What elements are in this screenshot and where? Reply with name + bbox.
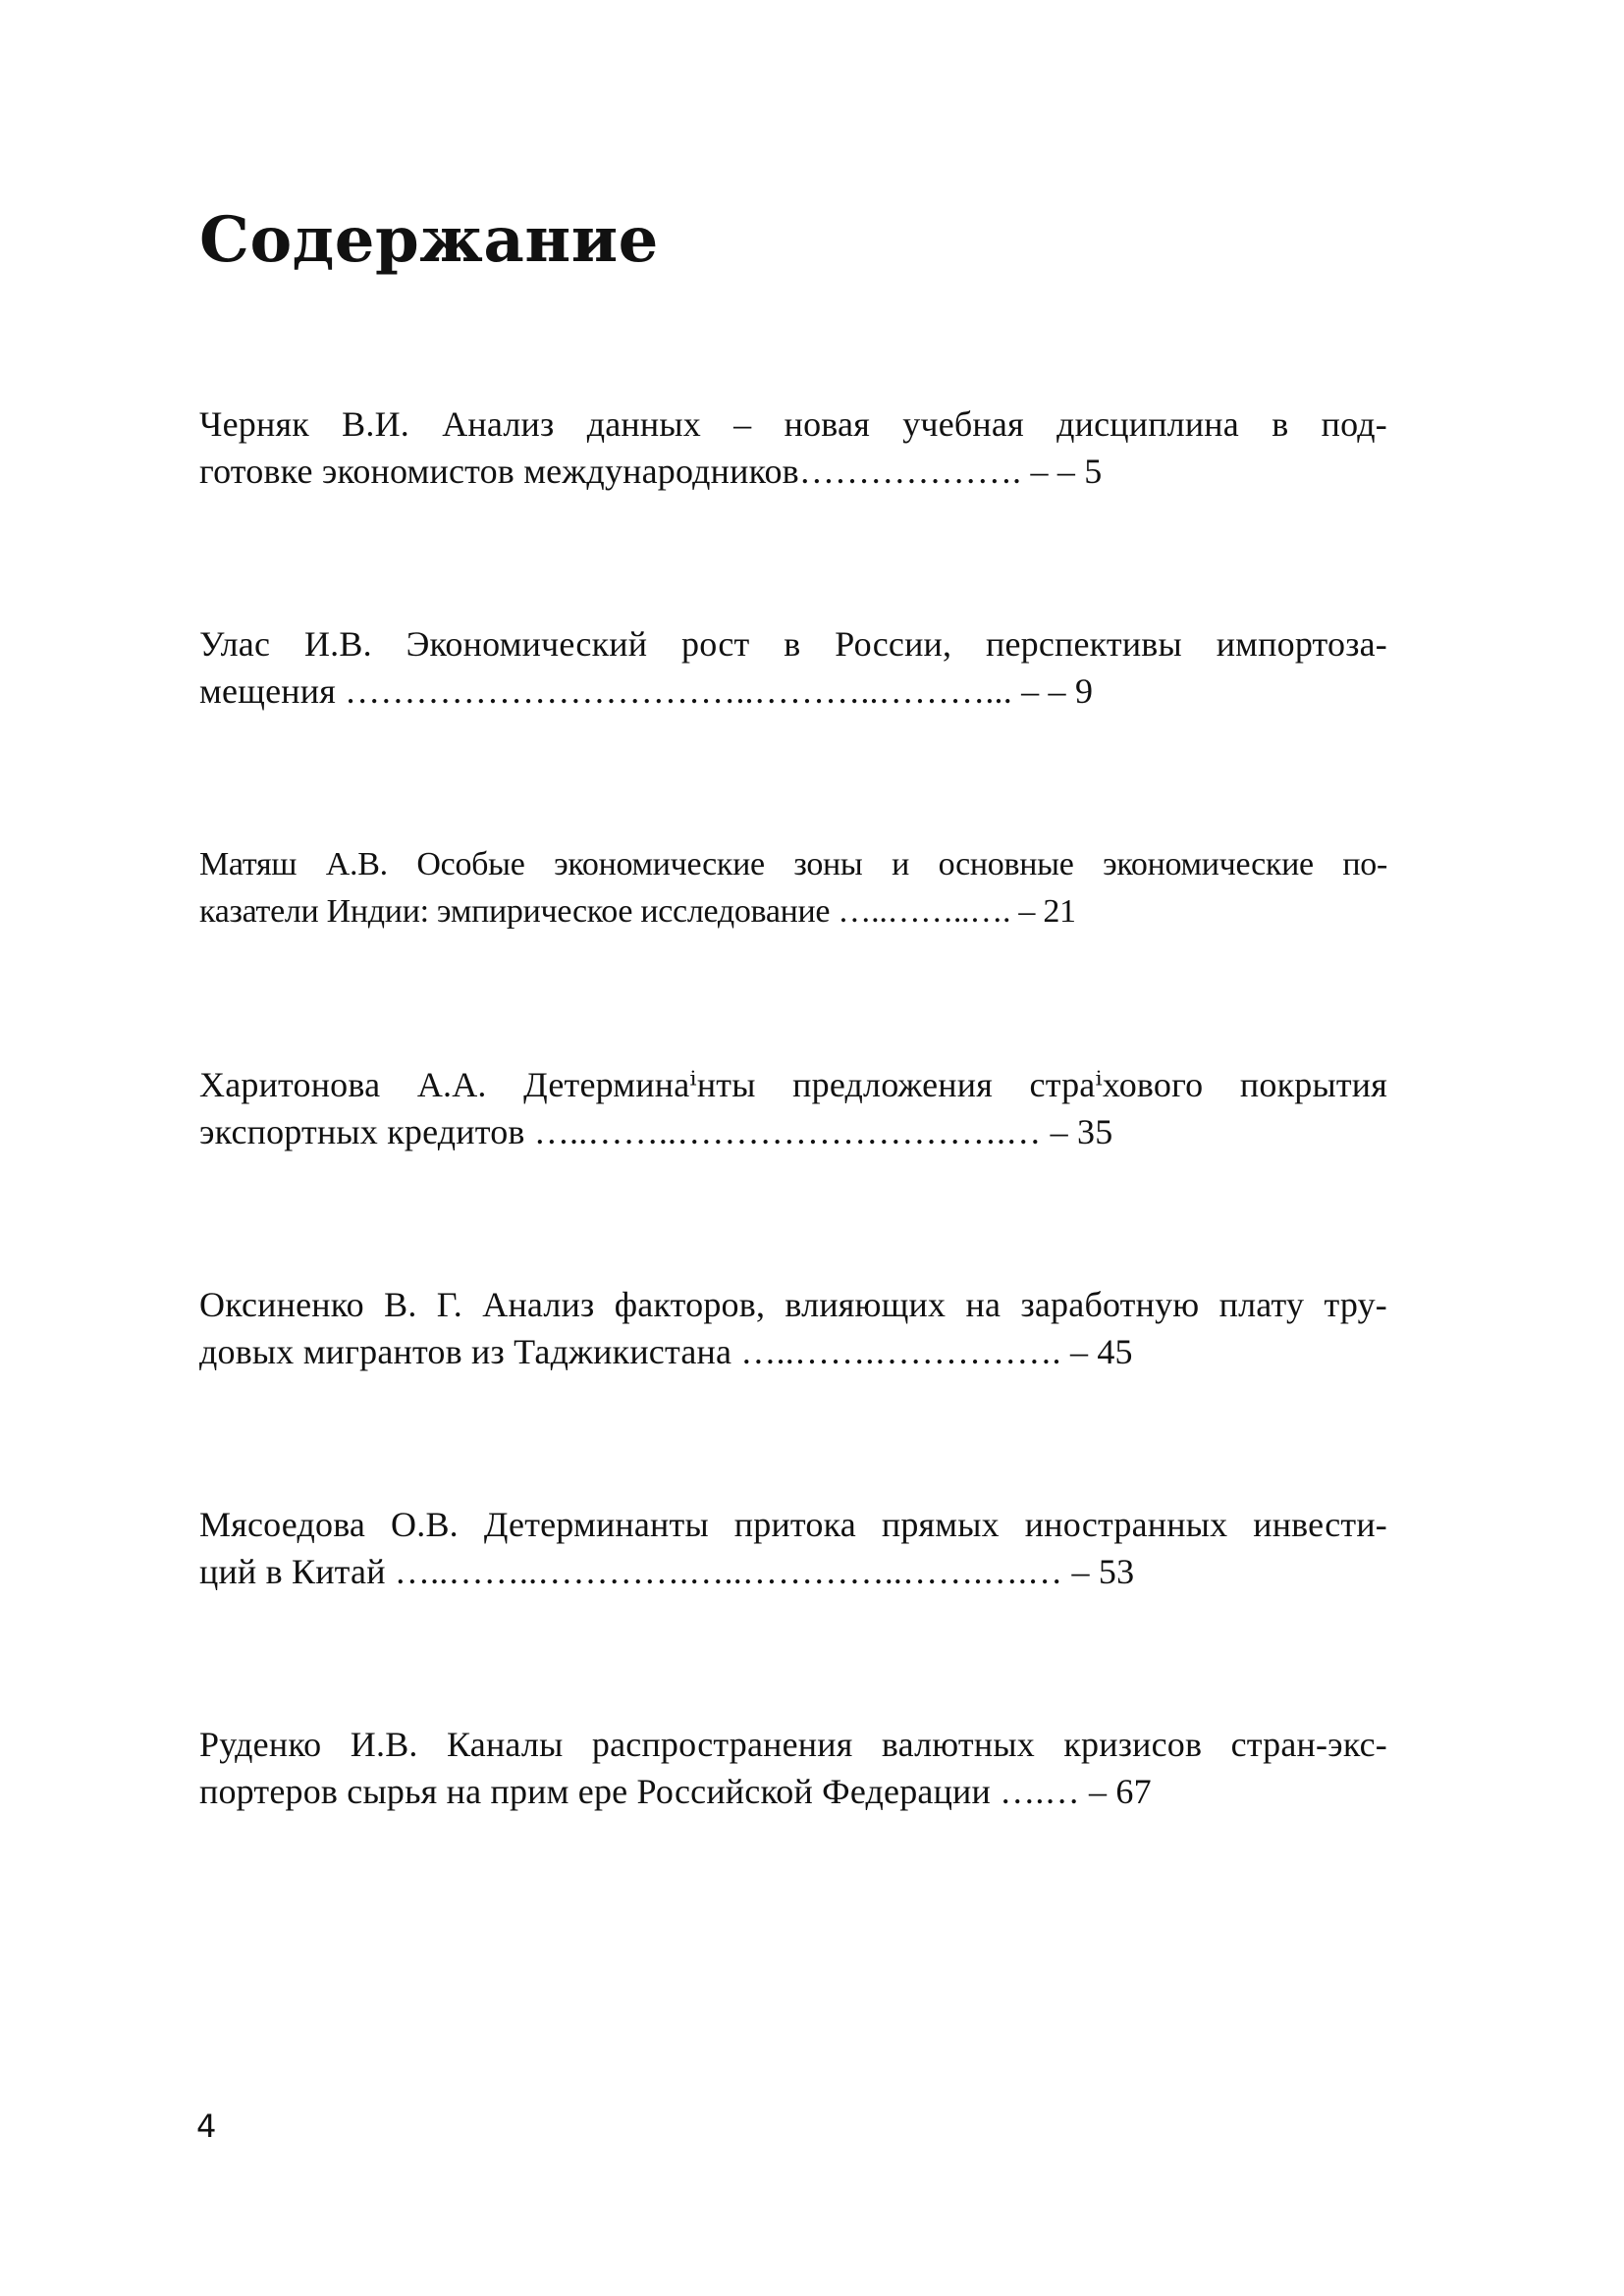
toc-entry-line-with-page: казатели Индии: эмпирическое исследование …..……..…. – 21 [199,893,1076,930]
toc-entry-matyash [199,841,1387,935]
toc-entry-ulas [199,620,1387,715]
toc-entry-oksinenko [199,1281,1387,1375]
toc-entry-line: Матяш А.В. Особые экономические зоны и основные экономические по- [199,846,1387,882]
toc-entry-line: Харитонова А.А. Детерминаⁱнты предложения страⁱхового покрытия [199,1065,1387,1104]
page-number: 4 [196,2108,217,2145]
toc-entry-line: Черняк В.И. Анализ данных – новая учебная дисциплина в под- [199,404,1387,444]
toc-entry-line: Мясоедова О.В. Детерминанты притока прямых иностранных инвести- [199,1505,1387,1544]
toc-entry-line-with-page: ций в Китай …..……..………….…..…………..…….….… – 53 [199,1552,1135,1591]
toc-entry-line-with-page: довых мигрантов из Таджикистана …..…….……………. – 45 [199,1332,1133,1371]
toc-entry-line-with-page: экспортных кредитов …..……..……………………….… – 35 [199,1112,1113,1151]
toc-entry-line-with-page: мещения ……………………………..………..………... – – 9 [199,671,1094,711]
toc-heading: Содержание [199,203,659,277]
toc-entry-myasoedova [199,1501,1387,1595]
toc-entry-kharitonova [199,1061,1387,1155]
toc-entry-line: Улас И.В. Экономический рост в России, перспективы импортоза- [199,624,1387,664]
toc-entry-line-with-page: готовке экономистов международников………………. – – 5 [199,452,1103,491]
toc-entry-chernyak [199,400,1387,495]
toc-entry-rudenko [199,1721,1387,1815]
toc-entry-line: Руденко И.В. Каналы распространения валютных кризисов стран-экс- [199,1725,1387,1764]
toc-entry-line: Оксиненко В. Г. Анализ факторов, влияющих на заработную плату тру- [199,1285,1387,1324]
toc-entry-line-with-page: портеров сырья на прим ере Российской Федерации ….… – 67 [199,1772,1152,1811]
